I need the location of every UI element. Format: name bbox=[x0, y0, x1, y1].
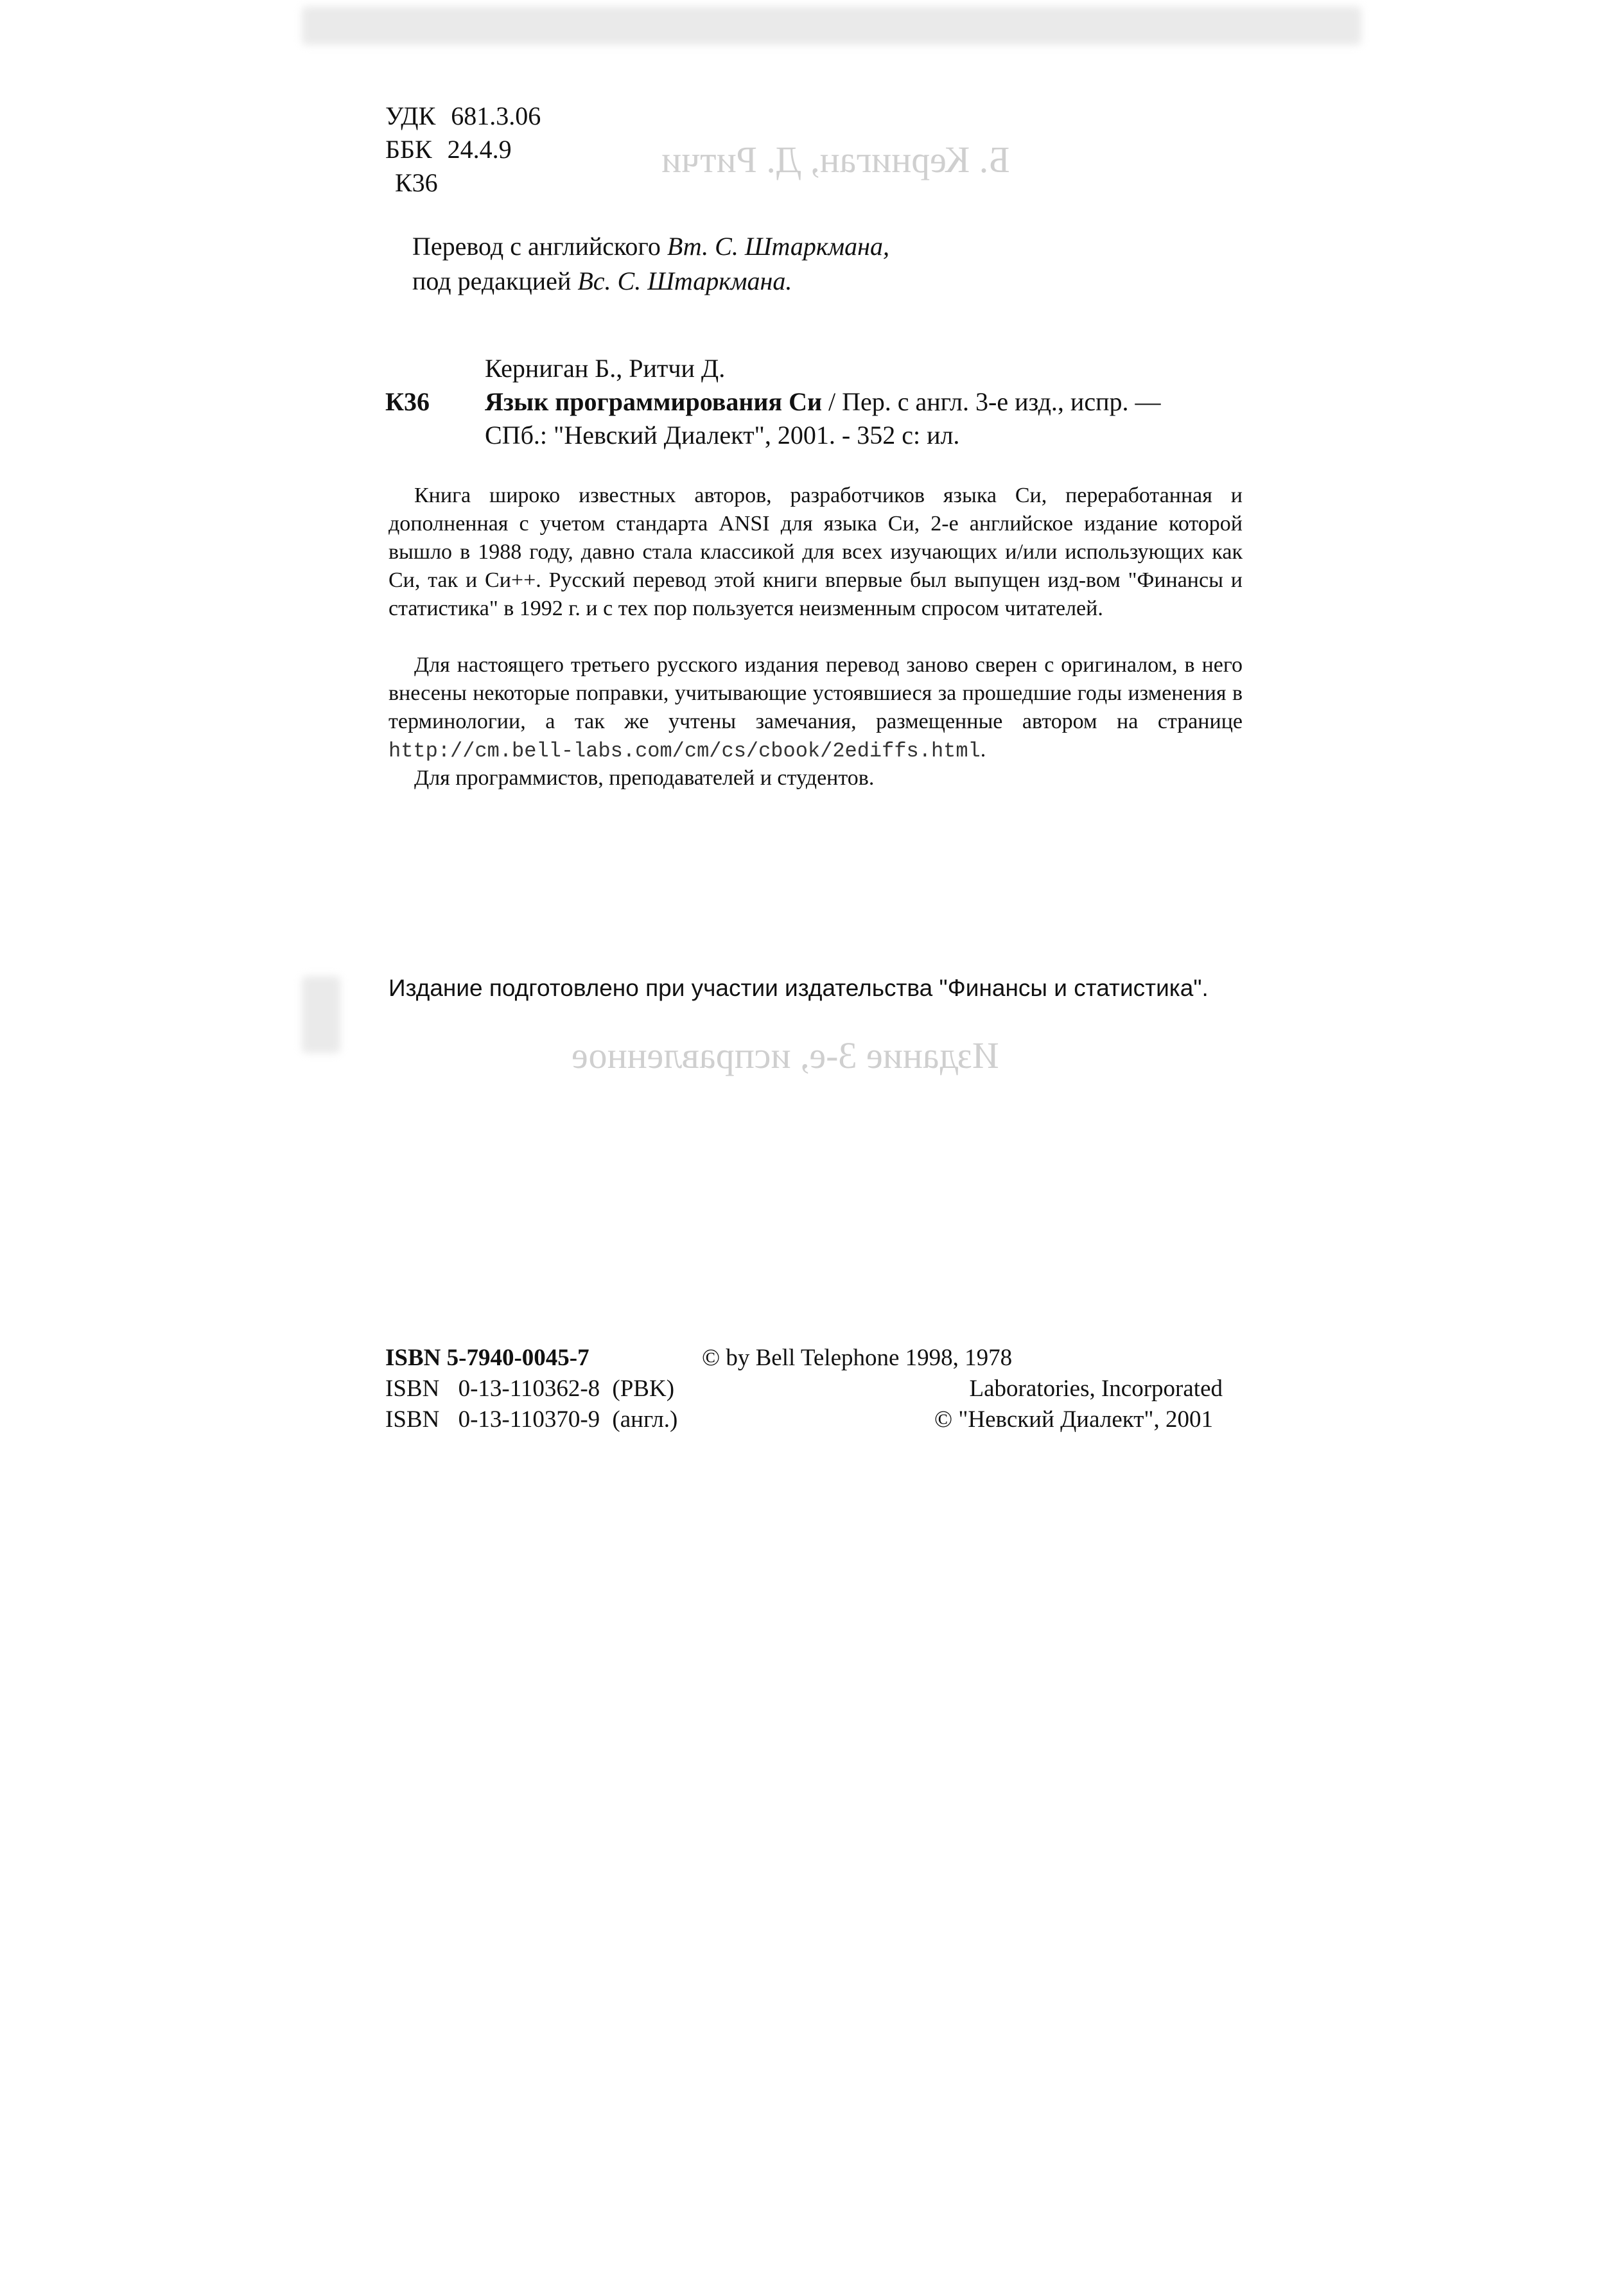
bib-authors: Керниган Б., Ритчи Д. bbox=[485, 354, 726, 383]
copyright-bell-labs: Laboratories, Incorporated bbox=[969, 1376, 1223, 1402]
annotation-paragraph-1: Книга широко известных авторов, разработчиков языка Си, переработанная и дополненная с учетом стандарта ANSI для языка Си, 2-е английское издание которой вышло в 1988 году, давно стала классикой для всех изучающих и/или использующих как Си, так и Си++. Русский перевод этой книги впервые был выпущен изд-вом "Финансы и статистика" в 1992 г. и с тех пор пользуется неизменным спросом читателей. bbox=[389, 484, 1243, 620]
bib-title-line bbox=[485, 385, 1160, 419]
bbk-line bbox=[385, 133, 512, 166]
bib-imprint: СПб.: "Невский Диалект", 2001. - 352 с: ил. bbox=[485, 421, 960, 450]
isbn-secondary-1: ISBN 0-13-110362-8 (PBK) bbox=[385, 1376, 675, 1402]
translator-line bbox=[412, 230, 889, 263]
bib-title-rest: / Пер. с англ. 3-е изд., испр. — bbox=[822, 387, 1161, 416]
ghost-edition-text: Издание 3-е, исправленное bbox=[572, 1035, 999, 1076]
bbk-value: 24.4.9 bbox=[447, 135, 512, 164]
editor-line bbox=[412, 265, 792, 298]
translator-prefix: Перевод с английского bbox=[412, 232, 667, 261]
annotation-paragraph-3: Для программистов, преподавателей и студентов. bbox=[414, 766, 875, 790]
isbn-secondary-2: ISBN 0-13-110370-9 (англ.) bbox=[385, 1406, 678, 1433]
bbk-label: ББК bbox=[385, 135, 432, 164]
isbn-primary: ISBN 5-7940-0045-7 bbox=[385, 1345, 589, 1371]
editor-name: Вс. С. Штаркмана. bbox=[577, 267, 792, 295]
udk-label: УДК bbox=[385, 101, 436, 130]
publisher-note: Издание подготовлено при участии издательства "Финансы и статистика". bbox=[389, 975, 1209, 1001]
bib-mark: К36 bbox=[385, 387, 430, 416]
errata-url: http://cm.bell-labs.com/cm/cs/cbook/2ediffs.html bbox=[389, 739, 981, 763]
ghost-author-text: Б. Керниган, Д. Ритчи bbox=[661, 139, 1010, 180]
author-mark: К36 bbox=[395, 168, 438, 197]
scan-smudge-top bbox=[302, 6, 1361, 45]
udk-line bbox=[385, 100, 541, 133]
scan-smudge-left bbox=[302, 976, 340, 1053]
copyright-nevsky: © "Невский Диалект", 2001 bbox=[934, 1406, 1213, 1433]
editor-prefix: под редакцией bbox=[412, 267, 578, 295]
copyright-bell: © by Bell Telephone 1998, 1978 bbox=[702, 1345, 1013, 1371]
annotation-paragraph-2: Для настоящего третьего русского издания перевод заново сверен с оригиналом, в него внесены некоторые поправки, учитывающие устоявшиеся за прошедшие годы изменения в терминологии, а так же учтены замечания, размещенные автором на странице http://cm.bell-labs.com/cm/cs/cbook/2ediffs.html. bbox=[389, 653, 1243, 763]
translator-name: Вт. С. Штаркмана, bbox=[667, 232, 889, 261]
udk-value: 681.3.06 bbox=[451, 101, 541, 130]
bib-title: Язык программирования Си bbox=[485, 387, 822, 416]
